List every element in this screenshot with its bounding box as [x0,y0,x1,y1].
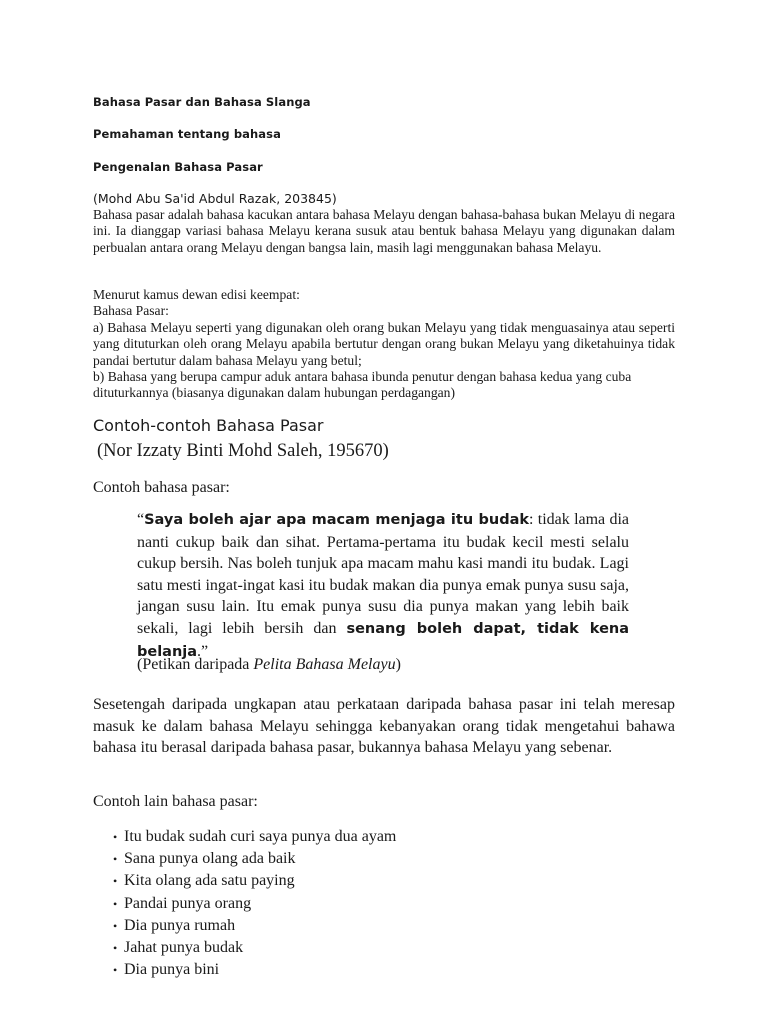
list-item-text: Dia punya rumah [124,916,236,934]
document-title: Bahasa Pasar dan Bahasa Slanga [93,95,311,109]
bullet-icon: • [113,830,118,844]
list-item [113,826,396,848]
list-item-text: Kita olang ada satu paying [124,872,295,890]
quote-open-mark: “ [137,511,145,528]
intro-paragraph: Bahasa pasar adalah bahasa kacukan antara bahasa Melayu dengan bahasa-bahasa bukan Melayu di negara ini. Ia dianggap variasi bahasa Melayu kerana susuk atau bentuk bahasa Melayu yang digunakan dalam perbualan antara orang Melayu dengan bangsa lain, masih lagi menggunakan bahasa Melayu. [93,207,675,255]
source-suffix: ) [395,656,401,673]
definition-b: b) Bahasa yang berupa campur aduk antara bahasa ibunda penutur dengan bahasa kedua yang cuba dituturkannya (biasanya digunakan dalam hubungan perdagangan) [93,369,632,401]
list-item-text: Dia punya bini [124,961,220,979]
list-item [113,915,396,937]
list-item [113,893,396,915]
section-title-examples: Contoh-contoh Bahasa Pasar [93,416,324,435]
list-item-text: Jahat punya budak [124,938,244,956]
bullet-icon: • [113,940,118,955]
dictionary-label: Bahasa Pasar: [93,303,169,319]
dictionary-intro: Menurut kamus dewan edisi keempat: [93,287,300,302]
author-byline-2: (Nor Izzaty Binti Mohd Saleh, 195670) [97,441,389,461]
dictionary-definition [93,287,675,402]
example-quote [137,509,629,663]
quote-close-mark: .” [197,642,209,660]
author-byline-1: (Mohd Abu Sa'id Abdul Razak, 203845) [93,191,337,206]
list-item-text: Sana punya olang ada baik [124,850,296,868]
source-title: Pelita Bahasa Melayu [253,656,396,673]
quote-text: : tidak lama dia nanti cukup baik dan sihat. Pertama-pertama itu budak kecil mesti selalu cukup bersih. Nas boleh tunjuk apa macam mahu kasi mandi itu budak. Lagi satu mesti ingat-ingat kasi itu budak makan dia punya emak punya susu saja, jangan susu lain. Itu emak punya susu dia punya makan yang lebih baik sekali, lagi lebih bersih dan [137,511,630,637]
list-item [113,959,396,981]
other-examples-intro: Contoh lain bahasa pasar: [93,793,258,810]
bullet-icon: • [113,874,118,889]
bullet-icon: • [113,852,118,867]
quote-bold-phrase-1: Saya boleh ajar apa macam menjaga itu budak [144,512,530,528]
heading-introduction: Pengenalan Bahasa Pasar [93,160,263,174]
examples-list [113,826,396,981]
list-item [113,870,396,892]
explanation-paragraph: Sesetengah daripada ungkapan atau perkataan daripada bahasa pasar ini telah meresap masuk ke dalam bahasa Melayu sehingga kebanyakan orang tidak mengetahui bahawa bahasa itu berasal daripada bahasa pasar, bukannya bahasa Melayu yang sebenar. [93,696,675,756]
bullet-icon: • [113,963,118,978]
definition-a: a) Bahasa Melayu seperti yang digunakan oleh orang bukan Melayu yang tidak menguasainya atau seperti yang dituturkan oleh orang Melayu apabila bertutur dengan orang bukan Melayu yang diketahuinya tidak pandai bertutur dalam bahasa Melayu yang betul; [93,319,675,368]
list-item-text: Pandai punya orang [124,894,252,912]
quote-source [137,654,401,675]
heading-understanding: Pemahaman tentang bahasa [93,127,281,141]
example-intro: Contoh bahasa pasar: [93,479,230,496]
list-item [113,848,396,870]
list-item [113,937,396,959]
list-item-text: Itu budak sudah curi saya punya dua ayam [124,828,397,845]
bullet-icon: • [113,918,118,933]
bullet-icon: • [113,896,118,911]
source-prefix: (Petikan daripada [137,656,254,673]
quote-bold-phrase-2: senang boleh dapat, tidak kena belanja [137,620,630,660]
